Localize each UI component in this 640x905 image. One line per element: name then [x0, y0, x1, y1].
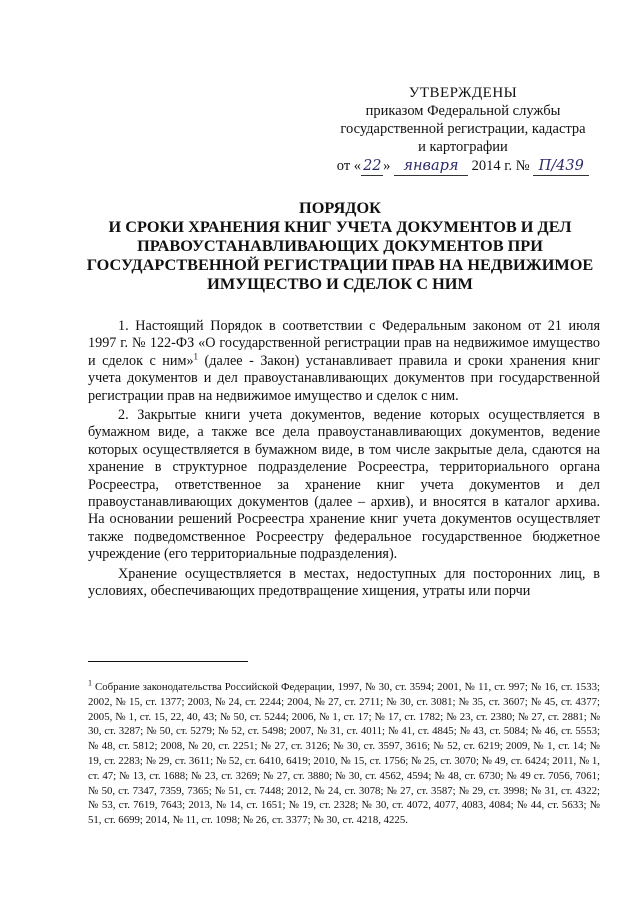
title-line-2: И СРОКИ ХРАНЕНИЯ КНИГ УЧЕТА ДОКУМЕНТОВ И ДЕЛ [108, 217, 572, 236]
footnote-ref[interactable]: 1 [193, 351, 199, 362]
title-line-5: ИМУЩЕСТВО И СДЕЛОК С НИМ [207, 274, 473, 293]
document-body [88, 318, 600, 603]
handwritten-month: января [394, 157, 468, 176]
approval-date-line [318, 157, 608, 176]
footnote [88, 680, 600, 828]
date-year: 2014 г. № [471, 158, 530, 174]
footnote-text: Собрание законодательства Российской Федерации, 1997, № 30, ст. 3594; 2001, № 11, ст. 997; № 16, ст. 1533; 2002, № 15, ст. 1377; 2003, № 24, ст. 2244; 2004, № 27, ст. 2711; № 30, ст. 3081; № 35, ст. 3607; № 45, ст. 4377; 2005, № 1, ст. 15, 22, 40, 43; № 50, ст. 5244; 2006, № 1, ст. 17; № 17, ст. 1782; № 23, ст. 2380; № 27, ст. 2881; № 30, ст. 3287; № 50, ст. 5279; № 52, ст. 5498; 2007, № 31, ст. 4011; № 41, ст. 4845; № 43, ст. 5084; № 46, ст. 5553; № 48, ст. 5812; 2008, № 20, ст. 2251; № 27, ст. 3126; № 30, ст. 3597, 3616; № 52, ст. 6219; 2009, № 1, ст. 14; № 19, ст. 2283; № 29, ст. 3611; № 52, ст. 6410, 6419; 2010, № 15, ст. 1756; № 25, ст. 3070; № 49, ст. 6424; 2011, № 1, ст. 47; № 13, ст. 1688; № 23, ст. 3269; № 27, ст. 3880; № 30, ст. 4562, 4594; № 48, ст. 6730; № 49 ст. 7056, 7061; № 50, ст. 7347, 7359, 7365; № 51, ст. 7448; 2012, № 24, ст. 3078; № 27, ст. 3587; № 29, ст. 3998; № 31, ст. 4322; № 53, ст. 7619, 7643; 2013, № 14, ст. 1651; № 19, ст. 2328; № 30, ст. 4072, 4077, 4083, 4084; № 44, ст. 5633; № 51, ст. 6699; 2014, № 11, ст. 1098; № 26, ст. 3377; № 30, ст. 4218, 4225. [88, 681, 600, 827]
approval-line-2: государственной регистрации, кадастра [340, 121, 586, 137]
handwritten-order-number: П/439 [533, 157, 589, 176]
paragraph-1-text-cont: (далее - Закон) устанавливает правила и сроки хранения книг учета документов и дел правоустанавливающих документов при государственной регистрации прав на недвижимое имущество и сделок с ним. [88, 352, 600, 404]
title-line-3: ПРАВОУСТАНАВЛИВАЮЩИХ ДОКУМЕНТОВ ПРИ [137, 236, 543, 255]
title-line-1: ПОРЯДОК [299, 198, 381, 217]
approval-heading: УТВЕРЖДЕНЫ [408, 85, 518, 101]
approval-block [318, 84, 608, 176]
handwritten-day: 22 [363, 158, 382, 174]
footnote-divider [88, 661, 248, 662]
date-mid: » [383, 158, 391, 174]
paragraph-2: 2. Закрытые книги учета документов, ведение которых осуществляется в бумажном виде, а также все дела правоустанавливающих документов, ведение которых осуществляется в бумажном виде, в том числе закрытые дела, сдаются на хранение в структурное подразделение Росреестра, территориального органа Росреестра, ответственное за хранение книг учета документов и дел правоустанавливающих документов (далее – архив), и вносятся в каталог архива. На основании решений Росреестра хранение книг учета документов осуществляет также подведомственное Росреестру федеральное государственное бюджетное учреждение (его территориальные подразделения). [88, 407, 600, 563]
paragraph-1 [88, 318, 600, 405]
title-line-4: ГОСУДАРСТВЕННОЙ РЕГИСТРАЦИИ ПРАВ НА НЕДВИЖИМОЕ [86, 255, 594, 274]
approval-line-1: приказом Федеральной службы [365, 103, 561, 119]
paragraph-3: Хранение осуществляется в местах, недоступных для посторонних лиц, в условиях, обеспечивающих предотвращение хищения, утраты или порчи [88, 565, 600, 600]
document-title [80, 198, 600, 293]
date-prefix: от « [336, 158, 362, 174]
approval-line-3: и картографии [418, 139, 508, 155]
paragraph-1-text: 1. Настоящий Порядок в соответствии с Федеральным законом от 21 июля 1997 г. № 122-ФЗ «О государственной регистрации прав на недвижимое имущество и сделок с ним» [88, 318, 600, 369]
footnote-marker: 1 [88, 678, 92, 688]
